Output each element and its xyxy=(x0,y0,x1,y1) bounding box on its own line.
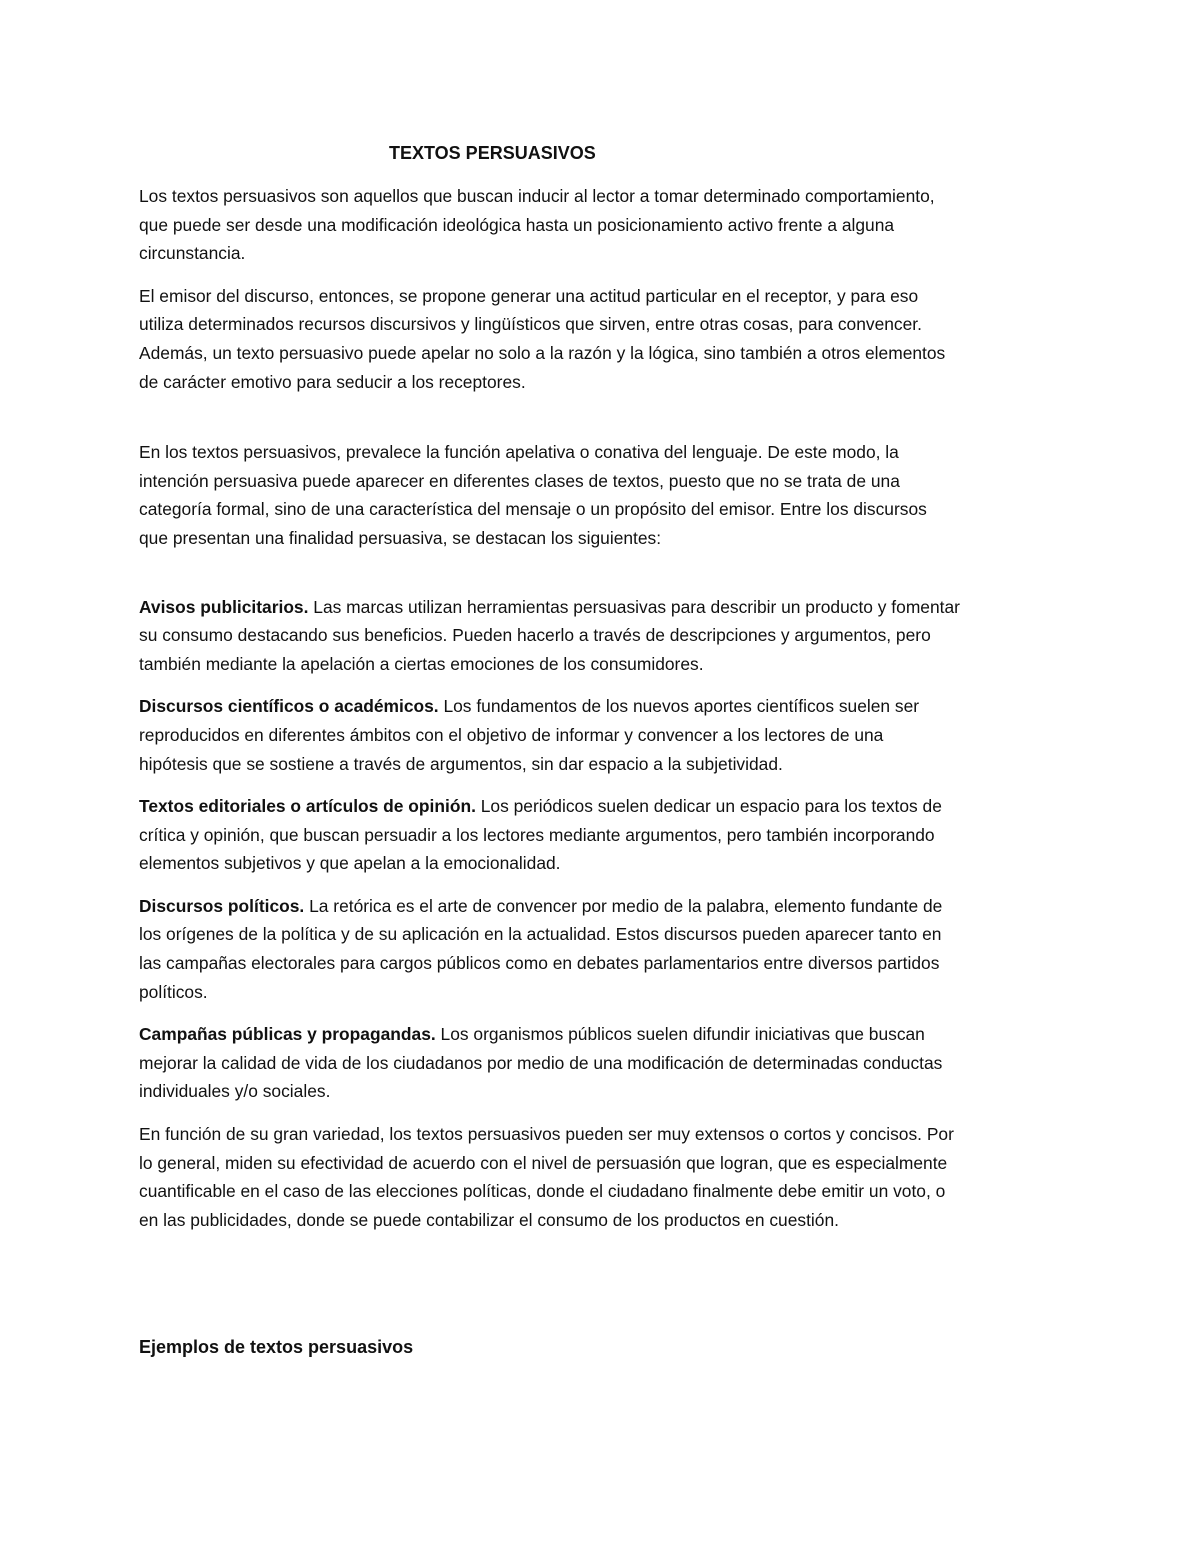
item-lead: Discursos científicos o académicos. xyxy=(139,696,439,717)
document-body xyxy=(139,138,1069,1362)
list-item-avisos xyxy=(139,593,1069,679)
item-lead: Avisos publicitarios. xyxy=(139,596,309,617)
list-item-discursos-politicos xyxy=(139,892,1069,1006)
item-lead: Textos editoriales o artículos de opinión. xyxy=(139,796,476,817)
page-title: TEXTOS PERSUASIVOS xyxy=(389,143,596,163)
list-item-textos-editoriales xyxy=(139,792,1069,878)
list-item-campanas-publicas xyxy=(139,1020,1069,1106)
item-text: Los periódicos suelen dedicar un espacio para los textos de crítica y opinión, que buscan persuadir a los lectores mediante argumentos, pero también incorporando elementos subjetivos y que apelan a la emocionalidad. xyxy=(139,796,942,874)
paragraph-intro: Los textos persuasivos son aquellos que buscan inducir al lector a tomar determinado comportamiento, que puede ser desde una modificación ideológica hasta un posicionamiento activo frente a alguna circunstancia. xyxy=(139,186,935,264)
section-heading-ejemplos: Ejemplos de textos persuasivos xyxy=(139,1337,414,1358)
item-lead: Discursos políticos. xyxy=(139,895,305,916)
item-text: Las marcas utilizan herramientas persuasivas para describir un producto y fomentar su consumo destacando sus beneficios. Pueden hacerlo a través de descripciones y argumentos, pero también mediante la apelación a ciertas emociones de los consumidores. xyxy=(139,596,960,674)
paragraph-conclusion: En función de su gran variedad, los textos persuasivos pueden ser muy extensos o cortos y concisos. Por lo general, miden su efectividad de acuerdo con el nivel de persuasión que logran, que es especialmente cuantificable en el caso de las elecciones políticas, donde el ciudadano finalmente debe emitir un voto, o en las publicidades, donde se puede contabilizar el consumo de los productos en cuestión. xyxy=(139,1124,954,1230)
paragraph-funcion-apelativa: En los textos persuasivos, prevalece la función apelativa o conativa del lenguaje. De este modo, la intención persuasiva puede aparecer en diferentes clases de textos, puesto que no se trata de una categoría formal, sino de una característica del mensaje o un propósito del emisor. Entre los discursos que presentan una finalidad persuasiva, se destacan los siguientes: xyxy=(139,442,927,548)
item-text: Los fundamentos de los nuevos aportes científicos suelen ser reproducidos en diferentes ámbitos con el objetivo de informar y convencer a los lectores de una hipótesis que se sostiene a través de argumentos, sin dar espacio a la subjetividad. xyxy=(139,696,920,774)
item-lead: Campañas públicas y propagandas. xyxy=(139,1024,436,1045)
paragraph-emisor: El emisor del discurso, entonces, se propone generar una actitud particular en el receptor, y para eso utiliza determinados recursos discursivos y lingüísticos que sirven, entre otras cosas, para convencer. Además, un texto persuasivo puede apelar no solo a la razón y la lógica, sino también a otros elementos de carácter emotivo para seducir a los receptores. xyxy=(139,285,946,392)
item-text: La retórica es el arte de convencer por medio de la palabra, elemento fundante de los orígenes de la política y de su aplicación en la actualidad. Estos discursos pueden aparecer tanto en las campañas electorales para cargos públicos como en debates parlamentarios entre diversos partidos políticos. xyxy=(139,895,943,1002)
item-text: Los organismos públicos suelen difundir iniciativas que buscan mejorar la calidad de vida de los ciudadanos por medio de una modificación de determinadas conductas individuales y/o sociales. xyxy=(139,1024,943,1102)
list-item-discursos-cientificos xyxy=(139,692,1069,778)
